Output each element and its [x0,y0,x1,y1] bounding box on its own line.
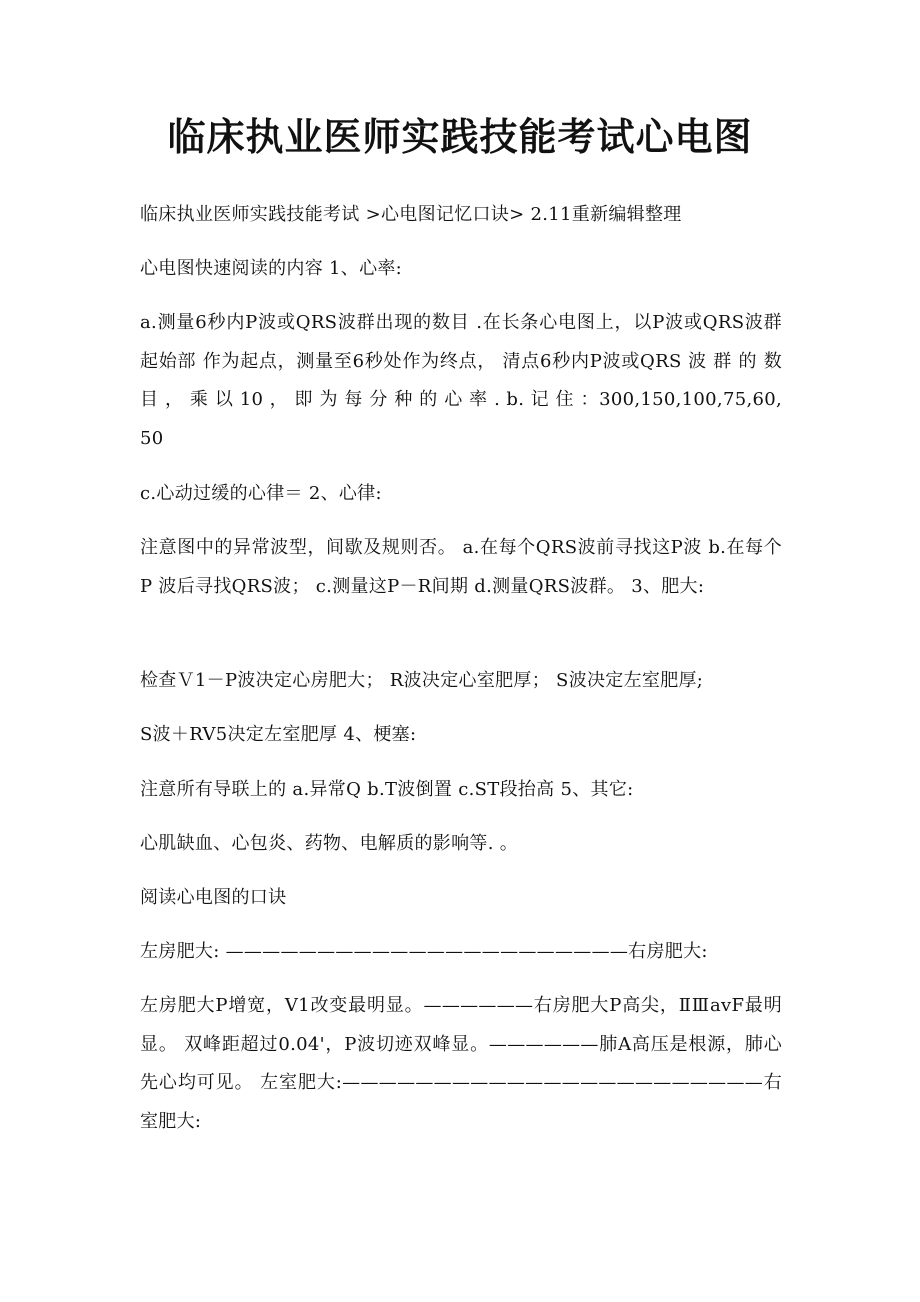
paragraph-mnemonic-heading: 阅读心电图的口诀 [140,887,287,908]
paragraph-source: 临床执业医师实践技能考试 >心电图记忆口诀> 2.11重新编辑整理 [140,204,682,225]
paragraph-rhythm: 注意图中的异常波型，间歇及规则否。 a.在每个QRS波前寻找这P波 b.在每个P 波后寻找QRS波； c.测量这P－R间期 d.测量QRS波群。 3、肥大: [140,537,782,597]
page-title: 临床执业医师实践技能考试心电图 [167,115,753,159]
paragraph-bradycardia: c.心动过缓的心律＝ 2、心律: [140,483,382,504]
paragraph-hypertrophy: 检查Ｖ1－P波决定心房肥大； R波决定心室肥厚； S波决定左室肥厚; [140,670,704,691]
paragraph-other: 心肌缺血、心包炎、药物、电解质的影响等. 。 [140,833,519,854]
paragraph-heart-rate: a.测量6秒内P波或QRS波群出现的数目 .在长条心电图上，以P波或QRS波群起始部 作为起点，测量至6秒处作为终点， 清点6秒内P波或QRS 波 群 的 数 目 ， 乘 以 10 ， 即 为 每 分 种 的 心 率 . b. 记 住 ：300,150,100,75,60,50 [140,312,782,449]
paragraph-atrial-details: 左房肥大P增宽，V1改变最明显。——————右房肥大P高尖，ⅡⅢavF最明显。 双峰距超过0.04'，P波切迹双峰显。——————肺A高压是根源，肺心先心均可见。 左室肥大:———————————————————————右室肥大: [140,995,782,1132]
paragraph-infarction: S波＋RV5决定左室肥厚 4、梗塞: [140,724,417,745]
paragraph-atrial-header: 左房肥大: ——————————————————————右房肥大: [140,941,708,962]
paragraph-reading-content: 心电图快速阅读的内容 1、心率: [140,258,403,279]
paragraph-all-leads: 注意所有导联上的 a.异常Q b.T波倒置 c.ST段抬高 5、其它: [140,779,634,800]
